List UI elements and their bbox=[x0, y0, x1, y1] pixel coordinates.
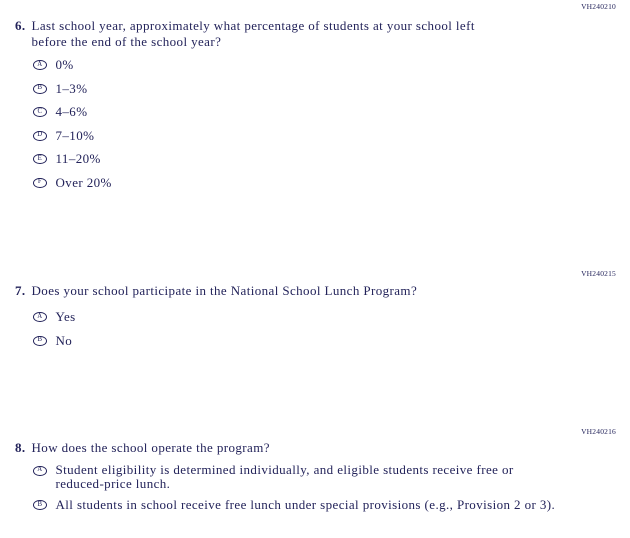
answer-bubble-icon[interactable]: B bbox=[33, 500, 47, 510]
question-text-line: Does your school participate in the National School Lunch Program? bbox=[31, 283, 418, 298]
option-row-q6-b[interactable] bbox=[33, 82, 87, 96]
question-6 bbox=[15, 18, 475, 50]
question-6-code: VH240210 bbox=[581, 2, 616, 11]
answer-bubble-icon[interactable]: F bbox=[33, 178, 47, 188]
option-label bbox=[56, 463, 514, 491]
question-8 bbox=[15, 440, 270, 456]
option-label: Over 20% bbox=[55, 174, 112, 190]
question-7-text bbox=[32, 283, 418, 299]
answer-bubble-icon[interactable]: A bbox=[33, 60, 47, 70]
question-6-number: 6. bbox=[15, 18, 26, 33]
option-label: 4–6% bbox=[55, 104, 88, 119]
answer-bubble-icon[interactable]: A bbox=[33, 466, 47, 476]
answer-bubble-icon[interactable]: E bbox=[33, 154, 47, 164]
question-7-number: 7. bbox=[15, 283, 26, 298]
option-row-q8-a[interactable] bbox=[33, 463, 514, 491]
option-label: No bbox=[55, 332, 73, 348]
answer-bubble-icon[interactable]: B bbox=[33, 84, 47, 94]
option-label: All students in school receive free lunch under special provisions (e.g., Provision 2 or 3). bbox=[55, 497, 556, 512]
option-label: Yes bbox=[55, 309, 76, 324]
question-text-line: Last school year, approximately what percentage of students at your school left bbox=[31, 18, 475, 33]
option-label-line: Student eligibility is determined individually, and eligible students receive free or bbox=[55, 462, 514, 477]
option-row-q6-e[interactable] bbox=[33, 152, 101, 166]
question-text-line: How does the school operate the program? bbox=[31, 440, 270, 455]
question-8-text bbox=[32, 440, 270, 456]
question-7-code: VH240215 bbox=[581, 269, 616, 278]
option-row-q7-yes[interactable] bbox=[33, 310, 76, 324]
option-row-q7-no[interactable] bbox=[33, 334, 72, 348]
answer-bubble-icon[interactable]: D bbox=[33, 131, 47, 141]
option-label: 0% bbox=[55, 57, 74, 72]
option-label: 1–3% bbox=[55, 80, 88, 96]
answer-bubble-icon[interactable]: C bbox=[33, 107, 47, 117]
question-text-line: before the end of the school year? bbox=[31, 34, 222, 49]
option-row-q6-c[interactable] bbox=[33, 105, 87, 119]
question-8-code: VH240216 bbox=[581, 427, 616, 436]
option-row-q6-a[interactable] bbox=[33, 58, 74, 72]
answer-bubble-icon[interactable]: A bbox=[33, 312, 47, 322]
option-row-q8-b[interactable] bbox=[33, 498, 555, 512]
question-6-text bbox=[32, 18, 475, 50]
option-label: 11–20% bbox=[55, 151, 101, 166]
question-8-number: 8. bbox=[15, 440, 26, 455]
option-row-q6-f[interactable] bbox=[33, 176, 112, 190]
option-label: 7–10% bbox=[55, 127, 95, 143]
question-7 bbox=[15, 283, 417, 299]
option-row-q6-d[interactable] bbox=[33, 129, 94, 143]
answer-bubble-icon[interactable]: B bbox=[33, 336, 47, 346]
option-label-line: reduced-price lunch. bbox=[55, 476, 171, 491]
